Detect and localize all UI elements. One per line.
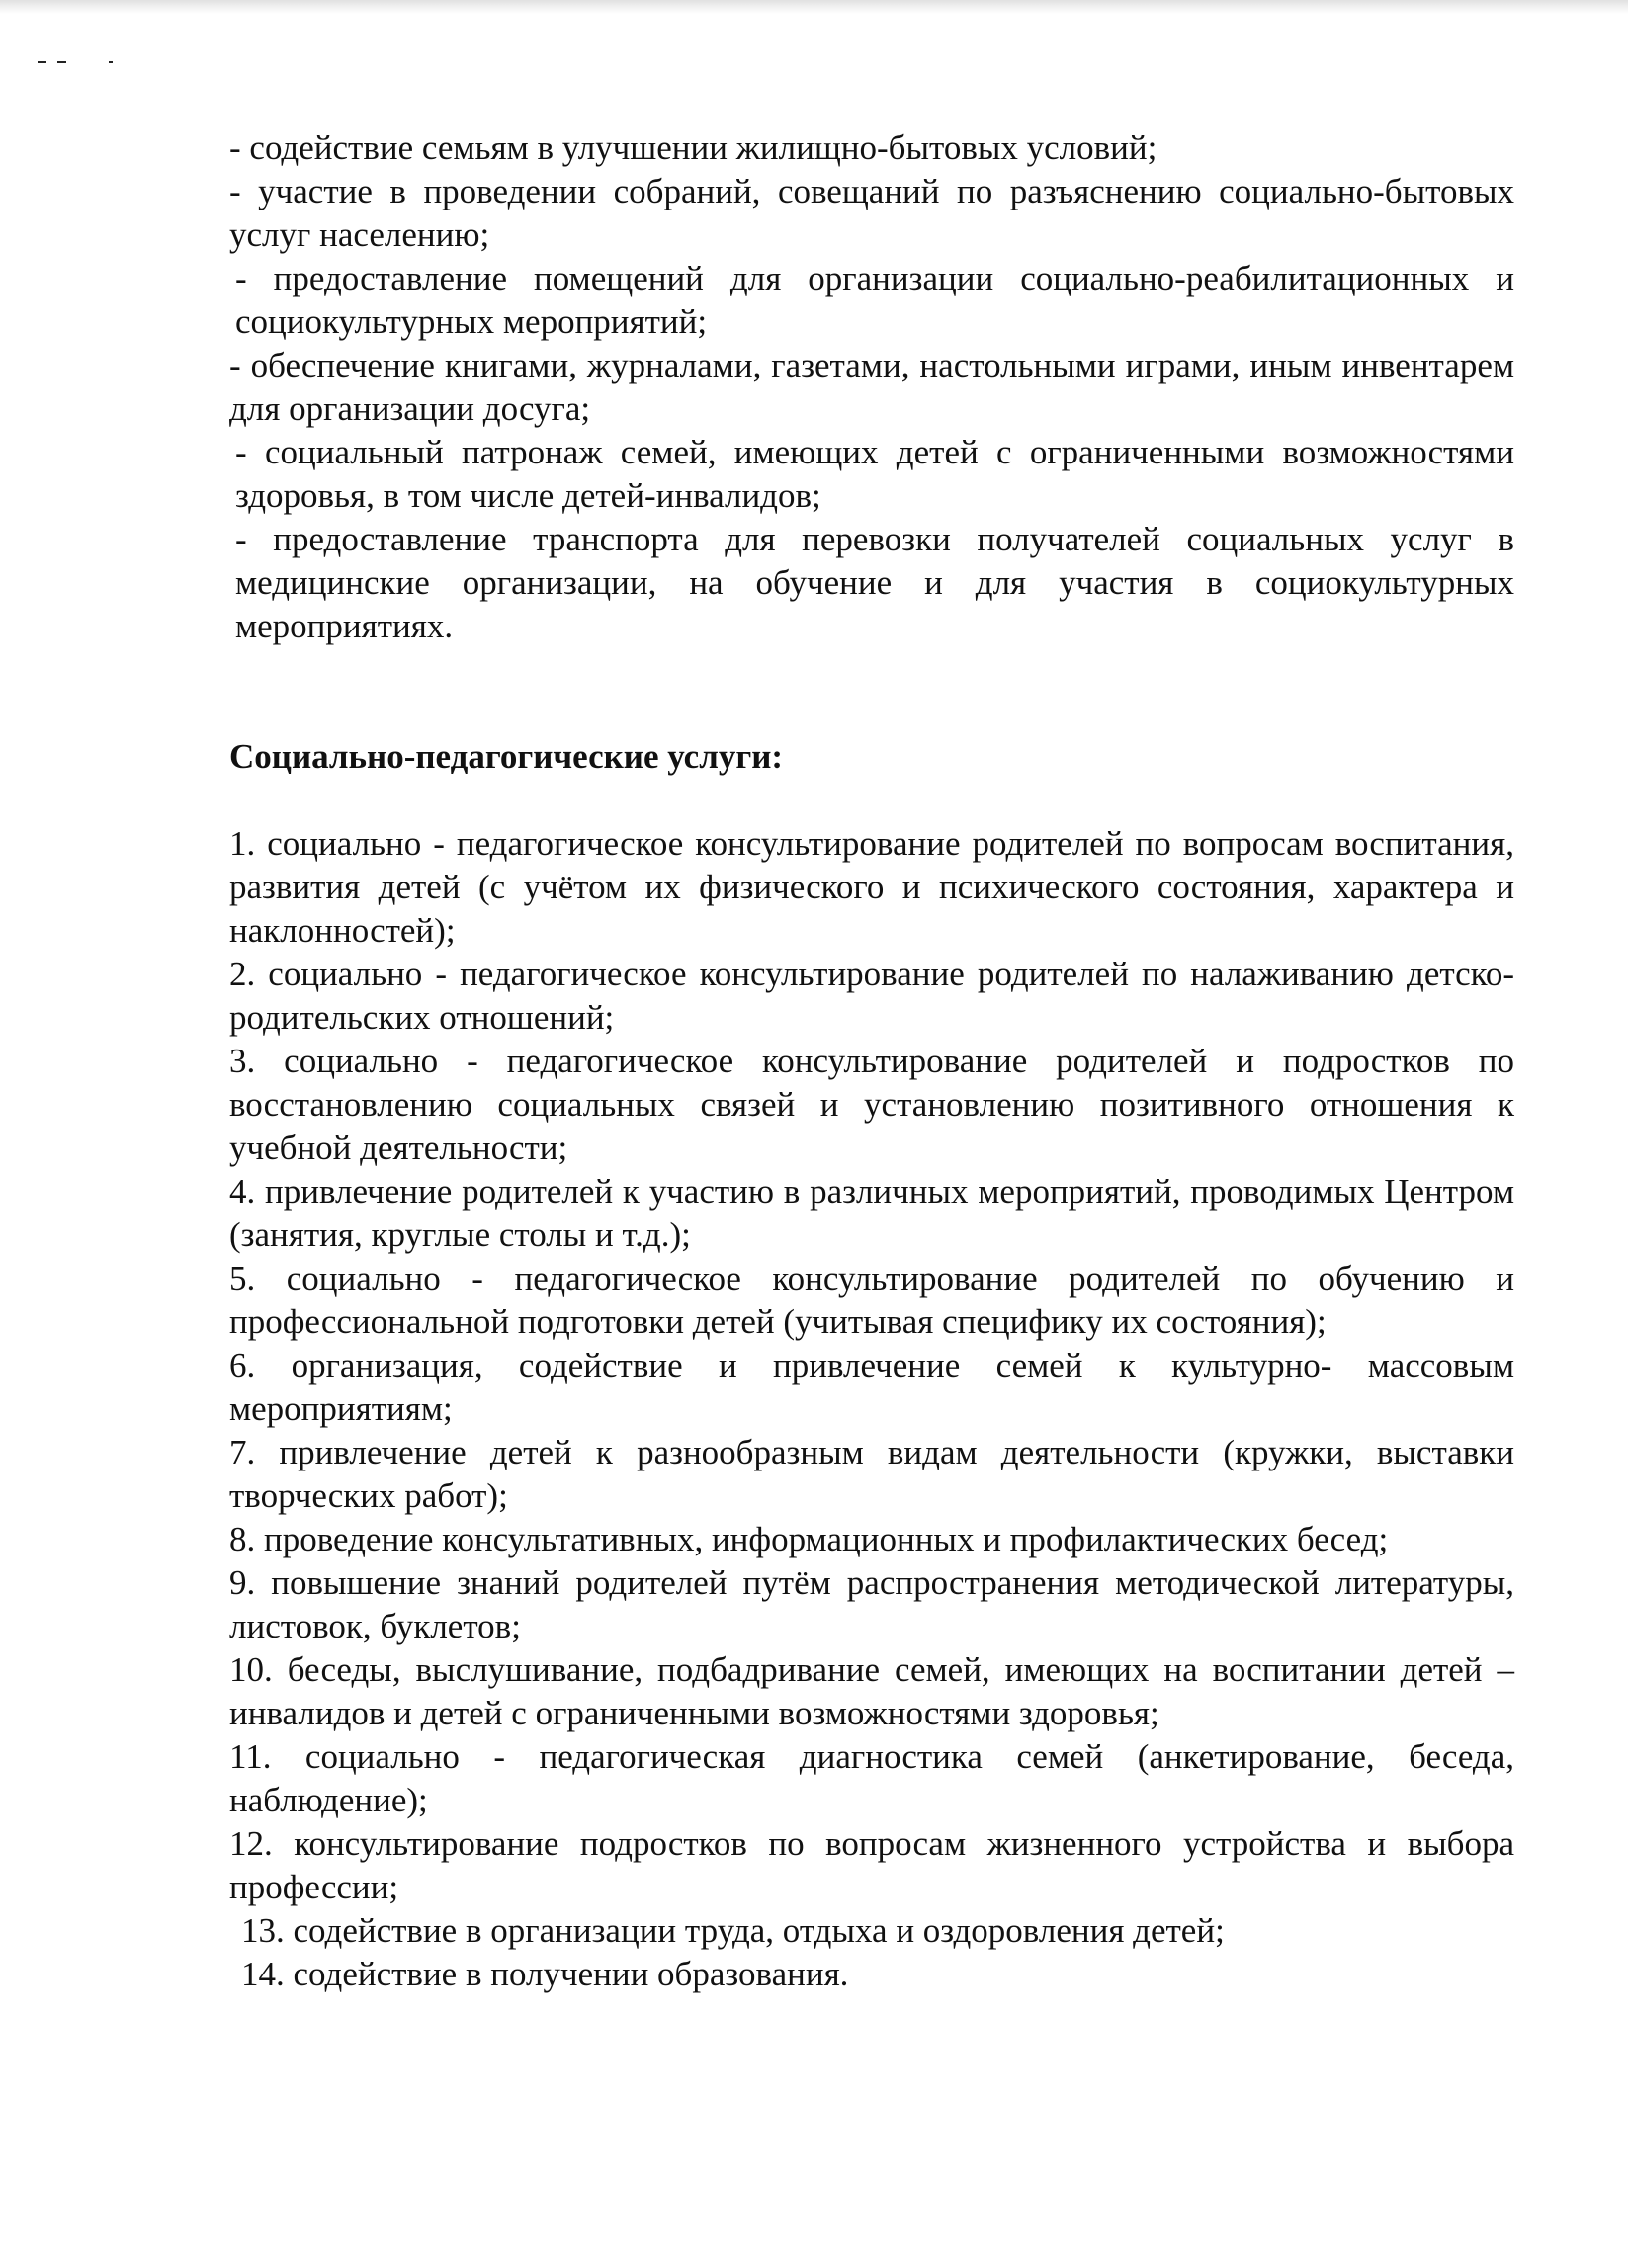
numbered-item: 5. социально - педагогическое консультирование родителей по обучению и профессиональной подготовки детей (учитывая специфику их состояния); [229,1259,1514,1341]
numbered-item: 2. социально - педагогическое консультирование родителей по налаживанию детско-родительских отношений; [229,955,1514,1037]
numbered-item: 1. социально - педагогическое консультирование родителей по вопросам воспитания, развития детей (с учётом их физического и психического состояния, характера и наклонностей); [229,824,1514,950]
numbered-item: 4. привлечение родителей к участию в различных мероприятий, проводимых Центром (занятия, круглые столы и т.д.); [229,1172,1514,1254]
numbered-item: 12. консультирование подростков по вопросам жизненного устройства и выбора профессии; [229,1824,1514,1906]
document-body [229,126,1514,1996]
numbered-item: 14. содействие в получении образования. [241,1955,849,1993]
scan-marks [38,57,117,67]
numbered-item: 3. социально - педагогическое консультирование родителей и подростков по восстановлению социальных связей и установлению позитивного отношения к учебной деятельности; [229,1042,1514,1167]
numbered-item: 7. привлечение детей к разнообразным видам деятельности (кружки, выставки творческих работ); [229,1433,1514,1515]
bullet-item: - обеспечение книгами, журналами, газетами, настольными играми, иным инвентарем для организации досуга; [229,346,1514,428]
bullet-item: - предоставление помещений для организации социально-реабилитационных и социокультурных мероприятий; [235,259,1514,341]
bullet-item: - социальный патронаж семей, имеющих детей с ограниченными возможностями здоровья, в том числе детей-инвалидов; [235,433,1514,515]
numbered-item: 11. социально - педагогическая диагностика семей (анкетирование, беседа, наблюдение); [229,1737,1514,1819]
numbered-item: 10. беседы, выслушивание, подбадривание семей, имеющих на воспитании детей – инвалидов и детей с ограниченными возможностями здоровья; [229,1650,1514,1732]
bullet-item: - участие в проведении собраний, совещаний по разъяснению социально-бытовых услуг населению; [229,172,1514,254]
scan-edge-shadow [0,0,1628,14]
bullet-item: - содействие семьям в улучшении жилищно-бытовых условий; [229,128,1157,167]
numbered-item: 6. организация, содействие и привлечение семей к культурно- массовым мероприятиям; [229,1346,1514,1428]
section-heading: Социально-педагогические услуги: [229,737,784,776]
numbered-item: 9. повышение знаний родителей путём распространения методической литературы, листовок, буклетов; [229,1563,1514,1645]
numbered-item: 13. содействие в организации труда, отдыха и оздоровления детей; [241,1911,1225,1950]
bullet-item: - предоставление транспорта для перевозки получателей социальных услуг в медицинские организации, на обучение и для участия в социокультурных мероприятиях. [235,520,1514,645]
numbered-item: 8. проведение консультативных, информационных и профилактических бесед; [229,1520,1389,1558]
